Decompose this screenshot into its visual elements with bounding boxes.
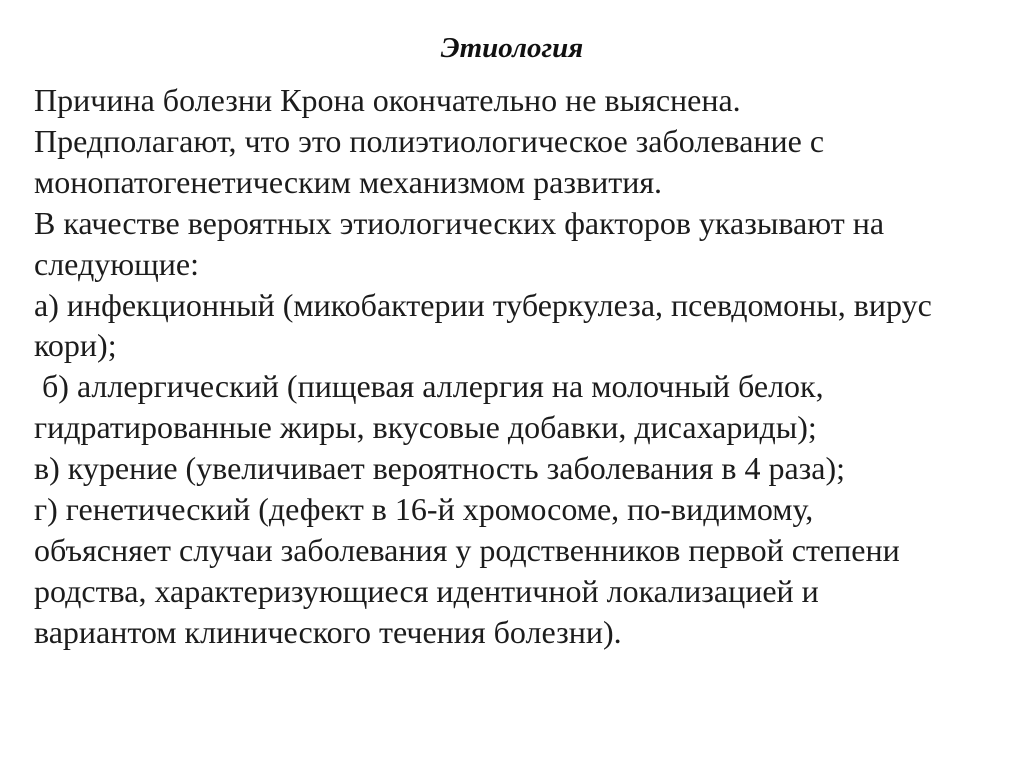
body-line: г) генетический (дефект в 16-й хромосоме, по-видимому,: [34, 491, 814, 528]
body-line: родства, характеризующиеся идентичной локализацией и: [34, 572, 819, 609]
body-line: Причина болезни Крона окончательно не выяснена.: [34, 82, 741, 118]
body-line: кори);: [34, 327, 117, 364]
body-line: в) курение (увеличивает вероятность заболевания в 4 раза);: [34, 450, 846, 487]
body-line: Предполагают, что это полиэтиологическое заболевание с: [34, 122, 825, 159]
body-line: гидратированные жиры, вкусовые добавки, дисахариды);: [34, 409, 817, 446]
slide-body: [34, 80, 1009, 653]
body-line: следующие:: [34, 245, 199, 282]
body-line: В качестве вероятных этиологических факторов указывают на: [34, 204, 885, 241]
body-line: б) аллергический (пищевая аллергия на молочный белок,: [34, 368, 824, 405]
body-line: вариантом клинического течения болезни).: [34, 613, 622, 650]
slide-title: Этиология: [440, 32, 584, 64]
body-line: объясняет случаи заболевания у родственников первой степени: [34, 531, 900, 568]
body-line: а) инфекционный (микобактерии туберкулеза, псевдомоны, вирус: [34, 286, 932, 323]
body-line: монопатогенетическим механизмом развития.: [34, 163, 663, 200]
